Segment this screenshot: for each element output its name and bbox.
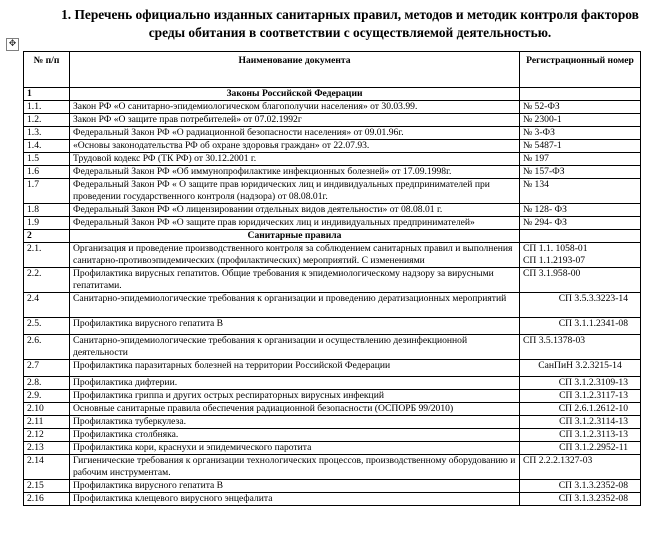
row-num: 2.16 <box>24 493 70 506</box>
row-reg: СП 3.5.3.3223-14 <box>520 293 641 318</box>
table-row <box>24 360 641 377</box>
table-row <box>24 140 641 153</box>
row-reg <box>520 230 641 243</box>
table-row <box>24 480 641 493</box>
row-num: 1.2. <box>24 114 70 127</box>
row-num: 1.3. <box>24 127 70 140</box>
row-reg: № 157-ФЗ <box>520 166 641 179</box>
header-name: Наименование документа <box>70 52 520 88</box>
table-row <box>24 179 641 204</box>
document-title <box>60 6 640 42</box>
table-row <box>24 335 641 360</box>
row-num: 2 <box>24 230 70 243</box>
row-num: 2.6. <box>24 335 70 360</box>
table-row <box>24 204 641 217</box>
row-name: Санитарно-эпидемиологические требования к организации и проведению дератизационных мероприятий <box>70 293 520 318</box>
table-row <box>24 416 641 429</box>
row-name: Федеральный Закон РФ «О радиационной безопасности населения» от 09.01.96г. <box>70 127 520 140</box>
title-line-1: 1. Перечень официально изданных санитарных правил, методов и методик контроля факторов <box>61 7 639 22</box>
row-reg: СП 3.1.1.2341-08 <box>520 318 641 335</box>
row-reg: СП 3.1.2.3113-13 <box>520 429 641 442</box>
row-reg: СП 3.1.2.3114-13 <box>520 416 641 429</box>
row-num: 1.4. <box>24 140 70 153</box>
row-num: 2.10 <box>24 403 70 416</box>
table-row <box>24 153 641 166</box>
header-reg: Регистрационный номер <box>520 52 641 88</box>
row-num: 1.6 <box>24 166 70 179</box>
row-reg: СП 3.1.3.2352-08 <box>520 493 641 506</box>
row-reg: № 294- ФЗ <box>520 217 641 230</box>
row-name: Профилактика гриппа и других острых респираторных вирусных инфекций <box>70 390 520 403</box>
row-num: 2.2. <box>24 268 70 293</box>
row-name: Федеральный Закон РФ «Об иммунопрофилактике инфекционных болезней» от 17.09.1998г. <box>70 166 520 179</box>
section-row <box>24 230 641 243</box>
table-row <box>24 390 641 403</box>
row-reg: СП 3.1.2.2952-11 <box>520 442 641 455</box>
row-num: 2.8. <box>24 377 70 390</box>
table-row <box>24 403 641 416</box>
documents-table <box>23 51 641 506</box>
row-reg: СП 3.1.958-00 <box>520 268 641 293</box>
table-row <box>24 217 641 230</box>
row-name: Профилактика клещевого вирусного энцефалита <box>70 493 520 506</box>
row-num: 2.12 <box>24 429 70 442</box>
row-name: Основные санитарные правила обеспечения радиационной безопасности (ОСПОРБ 99/2010) <box>70 403 520 416</box>
row-num: 2.5. <box>24 318 70 335</box>
row-name: Профилактика дифтерии. <box>70 377 520 390</box>
header-num: № п/п <box>24 52 70 88</box>
row-name: Закон РФ «О санитарно-эпидемиологическом благополучии населения» от 30.03.99. <box>70 101 520 114</box>
row-reg: СП 3.1.3.2352-08 <box>520 480 641 493</box>
row-reg: СП 2.6.1.2612-10 <box>520 403 641 416</box>
row-reg: № 5487-1 <box>520 140 641 153</box>
row-reg: СП 2.2.2.1327-03 <box>520 455 641 480</box>
row-num: 2.11 <box>24 416 70 429</box>
row-reg: № 197 <box>520 153 641 166</box>
section-title: Законы Российской Федерации <box>70 88 520 101</box>
row-name: Организация и проведение производственного контроля за соблюдением санитарных правил и выполнения санитарно-противоэпидемических (профилактических) мероприятий. С изменениями <box>70 243 520 268</box>
table-row <box>24 166 641 179</box>
row-num: 1.5 <box>24 153 70 166</box>
row-reg: СП 3.1.2.3117-13 <box>520 390 641 403</box>
row-name: Федеральный Закон РФ «О защите прав юридических лиц и индивидуальных предпринимателей» <box>70 217 520 230</box>
row-name: Гигиенические требования к организации технологических процессов, производственному оборудованию и рабочим инструментам. <box>70 455 520 480</box>
section-row <box>24 88 641 101</box>
row-reg <box>520 88 641 101</box>
row-name: Трудовой кодекс РФ (ТК РФ) от 30.12.2001 г. <box>70 153 520 166</box>
row-reg: СП 1.1. 1058-01 СП 1.1.2193-07 <box>520 243 641 268</box>
row-name: Профилактика кори, краснухи и эпидемического паротита <box>70 442 520 455</box>
row-reg: СП 3.5.1378-03 <box>520 335 641 360</box>
row-reg: № 3-ФЗ <box>520 127 641 140</box>
table-row <box>24 268 641 293</box>
row-num: 1.7 <box>24 179 70 204</box>
row-num: 1.1. <box>24 101 70 114</box>
row-num: 2.15 <box>24 480 70 493</box>
row-num: 1.9 <box>24 217 70 230</box>
table-row <box>24 101 641 114</box>
row-name: Федеральный Закон РФ «О лицензировании отдельных видов деятельности» от 08.08.01 г. <box>70 204 520 217</box>
table-body <box>24 88 641 506</box>
table-row <box>24 455 641 480</box>
row-name: Профилактика туберкулеза. <box>70 416 520 429</box>
row-num: 2.9. <box>24 390 70 403</box>
table-row <box>24 493 641 506</box>
row-name: Профилактика вирусного гепатита В <box>70 480 520 493</box>
row-name: Профилактика вирусных гепатитов. Общие требования к эпидемиологическому надзору за вирусными гепатитами. <box>70 268 520 293</box>
row-name: Санитарно-эпидемиологические требования к организации и осуществлению дезинфекционной деятельности <box>70 335 520 360</box>
row-num: 2.7 <box>24 360 70 377</box>
row-num: 1 <box>24 88 70 101</box>
row-name: Профилактика вирусного гепатита В <box>70 318 520 335</box>
table-row <box>24 243 641 268</box>
table-row <box>24 377 641 390</box>
row-reg: СП 3.1.2.3109-13 <box>520 377 641 390</box>
title-line-2: среды обитания в соответствии с осуществляемой деятельностью. <box>148 25 552 40</box>
row-num: 1.8 <box>24 204 70 217</box>
table-move-handle-icon[interactable]: ✥ <box>6 38 19 51</box>
table-row <box>24 429 641 442</box>
section-title: Санитарные правила <box>70 230 520 243</box>
row-name: Профилактика столбняка. <box>70 429 520 442</box>
table-row <box>24 114 641 127</box>
row-num: 2.4 <box>24 293 70 318</box>
table-header-row <box>24 52 641 88</box>
row-reg: № 128- ФЗ <box>520 204 641 217</box>
table-row <box>24 127 641 140</box>
table-row <box>24 293 641 318</box>
row-reg: № 2300-1 <box>520 114 641 127</box>
row-num: 2.1. <box>24 243 70 268</box>
row-reg: № 134 <box>520 179 641 204</box>
row-name: Закон РФ «О защите прав потребителей» от 07.02.1992г <box>70 114 520 127</box>
row-num: 2.13 <box>24 442 70 455</box>
row-num: 2.14 <box>24 455 70 480</box>
row-name: «Основы законодательства РФ об охране здоровья граждан» от 22.07.93. <box>70 140 520 153</box>
row-name: Федеральный Закон РФ « О защите прав юридических лиц и индивидуальных предпринимателей при проведении государственного контроля (надзора) от 08.08.01г. <box>70 179 520 204</box>
row-reg: № 52-ФЗ <box>520 101 641 114</box>
row-name: Профилактика паразитарных болезней на территории Российской Федерации <box>70 360 520 377</box>
table-row <box>24 318 641 335</box>
table-row <box>24 442 641 455</box>
row-reg: СанПиН 3.2.3215-14 <box>520 360 641 377</box>
